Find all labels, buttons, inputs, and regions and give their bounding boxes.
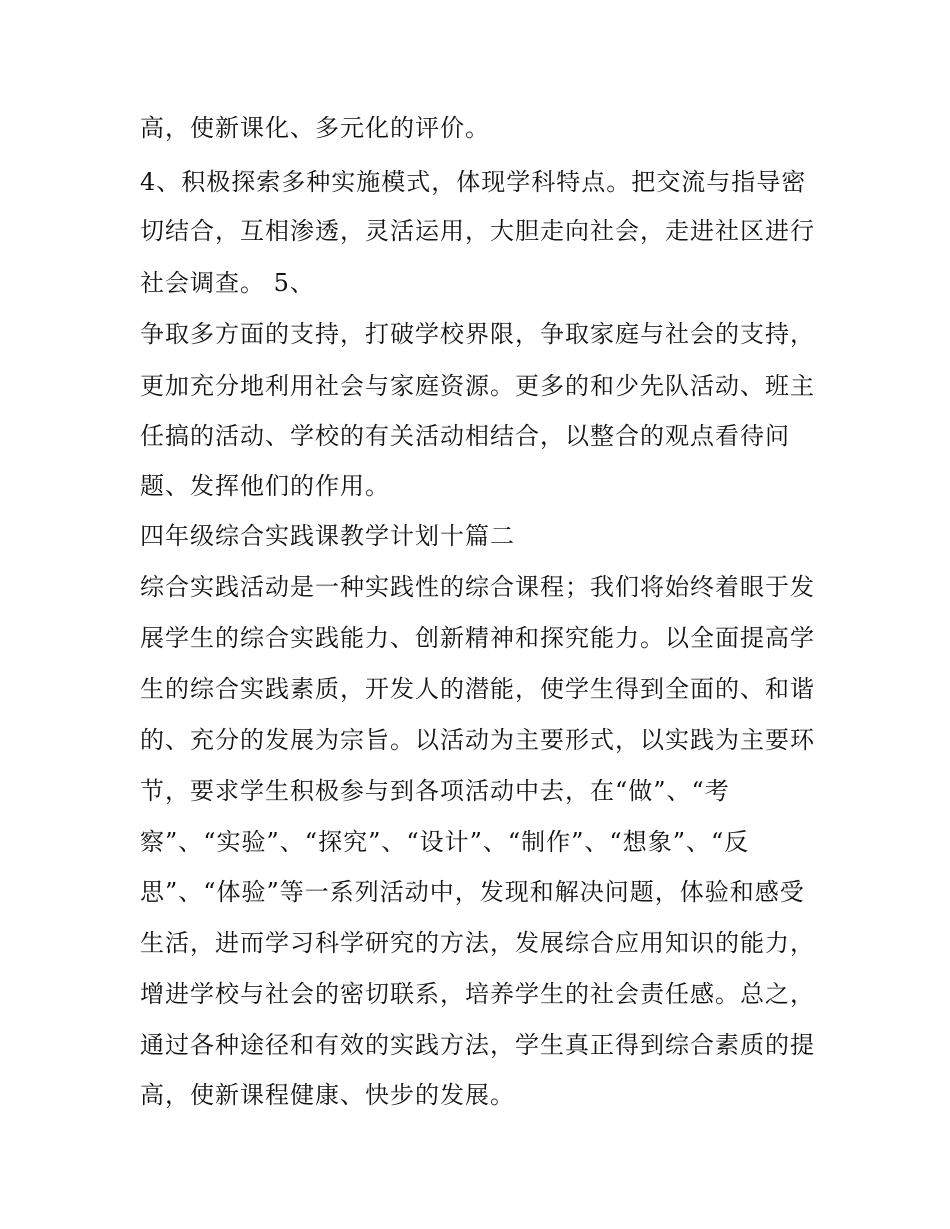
text-line: 增进学校与社会的密切联系，培养学生的社会责任感。总之， [140,980,815,1008]
text-line: 任搞的活动、学校的有关活动相结合，以整合的观点看待问 [140,422,790,450]
text-line: 社会调查。 5、 [140,269,315,297]
text-line: 生的综合实践素质，开发人的潜能，使学生得到全面的、和谐 [140,675,815,703]
text-line: 高，使新课程健康、快步的发展。 [140,1081,515,1109]
text-line: 题、发挥他们的作用。 [140,472,390,500]
text-line: 切结合，互相渗透，灵活运用，大胆走向社会，走进社区进行 [140,217,815,245]
text-line: 察”、“实验”、“探究”、“设计”、“制作”、“想象”、“反 [140,828,750,856]
text-line: 高，使新课化、多元化的评价。 [140,114,490,142]
text-line: 4、积极探索多种实施模式，体现学科特点。把交流与指导密 [140,168,807,196]
text-line: 生活，进而学习科学研究的方法，发展综合应用知识的能力， [140,929,815,957]
text-line: 更加充分地利用社会与家庭资源。更多的和少先队活动、班主 [140,372,815,400]
text-line: 争取多方面的支持，打破学校界限，争取家庭与社会的支持， [140,320,815,348]
section-heading: 四年级综合实践课教学计划十篇二 [140,522,515,550]
text-line: 节，要求学生积极参与到各项活动中去，在“做”、“考 [140,777,730,805]
text-line: 综合实践活动是一种实践性的综合课程；我们将始终着眼于发 [140,573,815,601]
text-line: 展学生的综合实践能力、创新精神和探究能力。以全面提高学 [140,624,815,652]
text-line: 思”、“体验”等一系列活动中，发现和解决问题，体验和感受 [140,878,805,906]
text-line: 通过各种途径和有效的实践方法，学生真正得到综合素质的提 [140,1031,815,1059]
text-line: 的、充分的发展为宗旨。以活动为主要形式，以实践为主要环 [140,726,815,754]
